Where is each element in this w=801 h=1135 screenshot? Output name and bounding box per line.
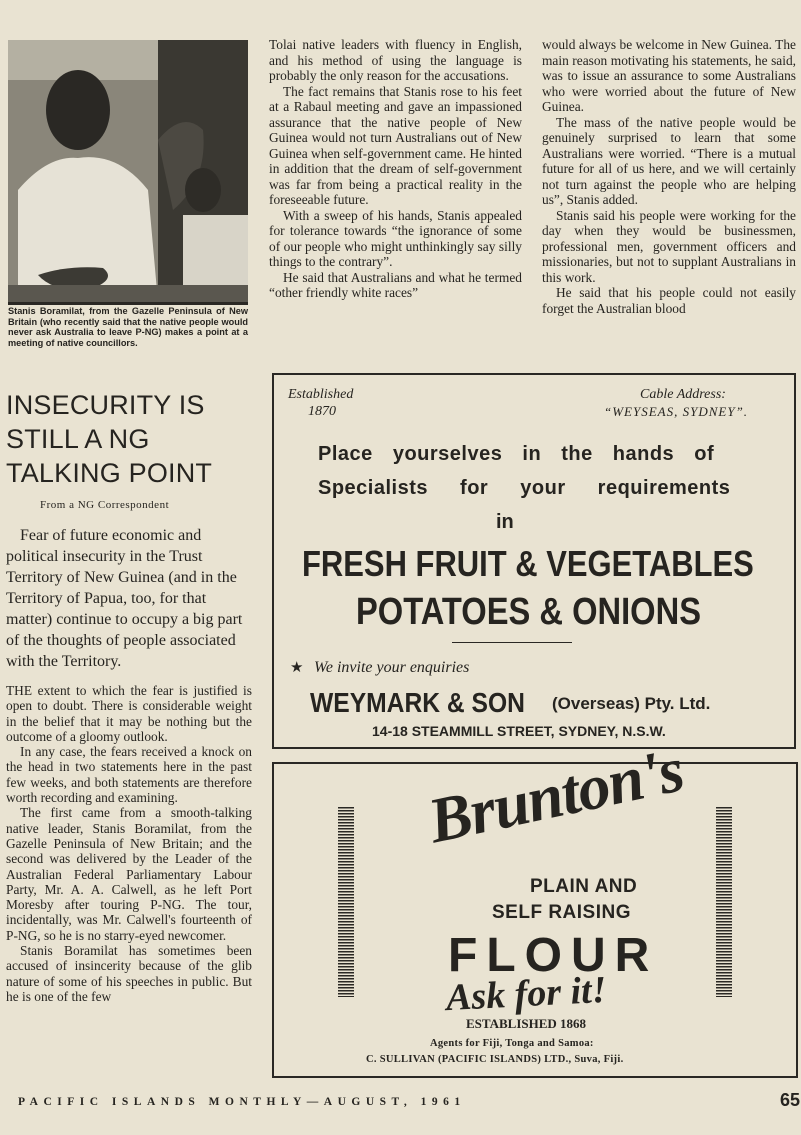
- agents-line: Agents for Fiji, Tonga and Samoa:: [430, 1038, 594, 1049]
- headline-line: STILL A NG: [6, 424, 150, 454]
- article-column-1: [6, 683, 252, 1004]
- decorative-bars-left: [338, 807, 354, 997]
- paragraph: Tolai native leaders with fluency in English, and his method of using the language is probably the only reason for the accusations.: [269, 37, 522, 83]
- photo-illustration: [8, 40, 248, 302]
- cable-label: Cable Address:: [640, 387, 726, 402]
- photo-caption: Stanis Boramilat, from the Gazelle Peninsula of New Britain (who recently said that the native people would never ask Australia to leave P-NG) makes a point at a meeting of native councillors.: [8, 306, 248, 348]
- company-suffix: (Overseas) Pty. Ltd.: [552, 694, 711, 713]
- bruntons-advertisement: [272, 733, 798, 1078]
- article-column-3: [542, 37, 796, 316]
- agent-name: C. SULLIVAN (PACIFIC ISLANDS) LTD., Suva, Fiji.: [366, 1054, 624, 1065]
- paragraph: In any case, the fears received a knock on the head in two statements here in the past few weeks, and both statements are therefore worth recording and examining.: [6, 744, 252, 806]
- masthead-footer: PACIFIC ISLANDS MONTHLY—AUGUST, 1961: [18, 1096, 466, 1108]
- flour-type-line-1: PLAIN AND: [530, 876, 638, 897]
- paragraph: With a sweep of his hands, Stanis appealed for tolerance towards “the ignorance of some of our people who might unthinkingly say silly things to the contrary”.: [269, 207, 522, 269]
- paragraph: would always be welcome in New Guinea. The main reason motivating his statements, he said, was to issue an assurance to some Australians who were worried about the future of New Guinea.: [542, 37, 796, 114]
- tagline-line-2: Specialists for your requirements: [318, 477, 731, 499]
- paragraph: Stanis said his people were working for the day when they would be businessmen, professional men, government officers and missionaries, but not to supplant Australians in this work.: [542, 207, 796, 285]
- decorative-bars-right: [716, 807, 732, 997]
- flour-type-line-2: SELF RAISING: [492, 902, 632, 923]
- slogan: Ask for it!: [445, 968, 608, 1020]
- brand-logo: Brunton's: [422, 733, 690, 857]
- product-line-1: FRESH FRUIT & VEGETABLES: [302, 543, 754, 584]
- paragraph: THE extent to which the fear is justified is open to doubt. There is considerable weight in the belief that it may be nothing but the outcome of a gloomy outlook.: [6, 683, 252, 744]
- lede-paragraph: Fear of future economic and political insecurity in the Trust Territory of New Guinea (and in the Territory of Papua, too, for that matter) continue to occupy a big part of the thoughts of people associated with the Territory.: [6, 527, 243, 670]
- paragraph: He said that his people could not easily forget the Australian blood: [542, 285, 796, 316]
- divider: [452, 642, 572, 643]
- product-line-2: POTATOES & ONIONS: [356, 591, 701, 633]
- paragraph: Stanis Boramilat has sometimes been accused of insincerity because of the glib nature of some of his speeches in public. But he is one of the few: [6, 943, 252, 1004]
- cable-address: “WEYSEAS, SYDNEY”.: [604, 404, 749, 419]
- company-name: WEYMARK & SON: [310, 687, 525, 718]
- page-number: 65: [780, 1090, 801, 1110]
- article-headline: [6, 388, 256, 490]
- paragraph: He said that Australians and what he termed “other friendly white races”: [269, 269, 522, 300]
- company-address: 14-18 STEAMMILL STREET, SYDNEY, N.S.W.: [372, 723, 666, 739]
- weymark-advertisement: [272, 373, 796, 749]
- article-column-2: [269, 37, 522, 301]
- established-year: 1870: [308, 404, 336, 419]
- article-photo: [8, 40, 248, 305]
- paragraph: The mass of the native people would be genuinely surprised to learn that some Australians were worried. “There is a mutual future for all of us here, and we will certainly not turn against the people who are helping us”, Stanis added.: [542, 114, 796, 207]
- paragraph: The fact remains that Stanis rose to his feet at a Rabaul meeting and gave an impassioned assurance that the native people of New Guinea would not turn Australians out of New Guinea when self-government came. He hinted in addition that the dream of self-government was far from being a practical reality in the foreseeable future.: [269, 83, 522, 207]
- tagline-line-3: in: [496, 511, 514, 533]
- star-icon: ★: [290, 658, 304, 676]
- tagline-line-1: Place yourselves in the hands of: [318, 443, 715, 465]
- established-text: ESTABLISHED 1868: [466, 1016, 587, 1031]
- headline-line: TALKING POINT: [6, 458, 213, 488]
- paragraph: The first came from a smooth-talking native leader, Stanis Boramilat, from the Gazelle Peninsula of New Britain; and the second was delivered by the Leader of the Australian Federal Parliamentary Labour Party, Mr. A. A. Calwell, as he left Port Moresby after touring P-NG. The tour, incidentally, was Mr. Calwell's fourteenth of P-NG, so he is no starry-eyed newcomer.: [6, 805, 252, 943]
- invite-text: We invite your enquiries: [314, 659, 470, 676]
- article-byline: From a NG Correspondent: [40, 499, 170, 511]
- article-lede: [6, 525, 252, 672]
- product-name: FLOUR: [448, 929, 659, 982]
- established-label: Established: [288, 387, 354, 402]
- headline-line: INSECURITY IS: [6, 390, 205, 420]
